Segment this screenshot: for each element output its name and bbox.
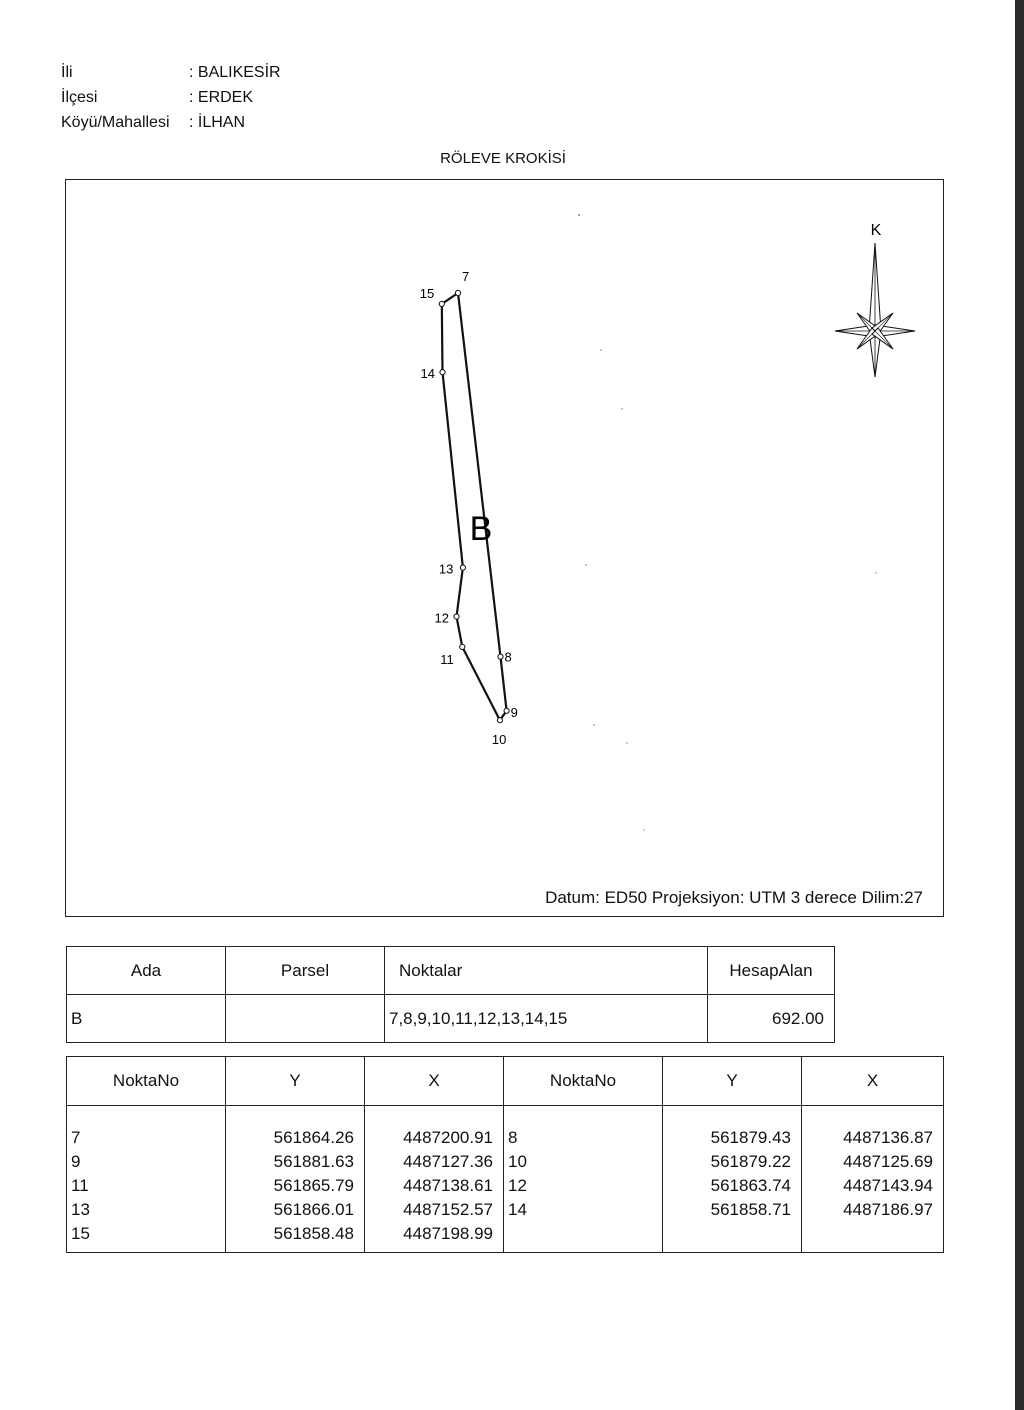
col-parsel: Parsel bbox=[226, 947, 385, 995]
cell-parsel bbox=[226, 995, 385, 1043]
table-cell: 4487186.97 bbox=[843, 1200, 933, 1219]
table-cell: 4487127.36 bbox=[403, 1152, 493, 1171]
col-noktalar: Noktalar bbox=[385, 947, 708, 995]
table-cell: 9 bbox=[71, 1152, 81, 1171]
col-noktano-left: NoktaNo bbox=[67, 1057, 226, 1106]
table-cell: 561858.48 bbox=[273, 1224, 354, 1243]
table-cell: 4487125.69 bbox=[843, 1152, 933, 1171]
right-noktano-cell bbox=[504, 1106, 663, 1253]
table-cell: 4487143.94 bbox=[843, 1176, 933, 1195]
summary-row bbox=[67, 995, 835, 1043]
table-cell: 561879.43 bbox=[710, 1128, 791, 1147]
table-cell: 561879.22 bbox=[710, 1152, 791, 1171]
survey-point-9 bbox=[504, 708, 509, 713]
survey-point-13 bbox=[460, 565, 465, 570]
point-label-11: 11 bbox=[440, 651, 454, 667]
il-label: İli bbox=[61, 64, 73, 81]
table-cell: 10 bbox=[508, 1152, 527, 1171]
survey-point-10 bbox=[497, 718, 502, 723]
table-cell: 4487152.57 bbox=[403, 1200, 493, 1219]
cell-noktalar: 7,8,9,10,11,12,13,14,15 bbox=[385, 995, 708, 1043]
cell-ada: B bbox=[67, 995, 226, 1043]
survey-point-7 bbox=[455, 290, 460, 295]
north-arrow-icon bbox=[835, 222, 915, 377]
col-y-right: Y bbox=[663, 1057, 802, 1106]
document-title: RÖLEVE KROKİSİ bbox=[440, 150, 566, 167]
coord-header-row bbox=[67, 1057, 944, 1106]
col-y-left: Y bbox=[226, 1057, 365, 1106]
point-label-8: 8 bbox=[504, 649, 512, 665]
il-value: : BALIKESİR bbox=[189, 64, 281, 81]
left-x-cell bbox=[365, 1106, 504, 1253]
map-specks bbox=[578, 214, 877, 831]
table-cell: 14 bbox=[508, 1200, 527, 1219]
point-label-13: 13 bbox=[438, 561, 454, 577]
koy-label: Köyü/Mahallesi bbox=[61, 114, 170, 131]
survey-point-14 bbox=[440, 370, 445, 375]
coordinate-table bbox=[66, 1056, 944, 1253]
north-label: K bbox=[870, 222, 882, 239]
survey-point-15 bbox=[439, 301, 444, 306]
survey-point-8 bbox=[498, 654, 503, 659]
point-label-14: 14 bbox=[420, 366, 435, 382]
table-cell: 8 bbox=[508, 1128, 518, 1147]
point-label-7: 7 bbox=[462, 269, 470, 284]
col-ada: Ada bbox=[67, 947, 226, 995]
survey-point-11 bbox=[460, 644, 465, 649]
table-cell: 4487136.87 bbox=[843, 1128, 933, 1147]
col-x-right: X bbox=[802, 1057, 944, 1106]
table-cell: 7 bbox=[71, 1128, 81, 1147]
table-cell: 12 bbox=[508, 1176, 527, 1195]
table-cell: 11 bbox=[71, 1176, 89, 1195]
table-cell: 561864.26 bbox=[273, 1128, 354, 1147]
table-cell: 561866.01 bbox=[273, 1200, 354, 1219]
page-edge-shadow bbox=[1015, 0, 1024, 1410]
table-cell: 561881.63 bbox=[273, 1152, 354, 1171]
right-y-cell bbox=[663, 1106, 802, 1253]
sketch-map bbox=[66, 180, 942, 915]
left-y-cell bbox=[226, 1106, 365, 1253]
point-label-9: 9 bbox=[510, 704, 518, 720]
right-x-cell bbox=[802, 1106, 944, 1253]
table-cell: 15 bbox=[71, 1224, 90, 1243]
col-hesapalan: HesapAlan bbox=[708, 947, 835, 995]
summary-header-row bbox=[67, 947, 835, 995]
point-label-12: 12 bbox=[434, 610, 449, 626]
table-cell: 4487200.91 bbox=[403, 1128, 493, 1147]
table-cell: 13 bbox=[71, 1200, 90, 1219]
table-cell: 4487138.61 bbox=[403, 1176, 493, 1195]
coord-body-row bbox=[67, 1106, 944, 1253]
col-x-left: X bbox=[365, 1057, 504, 1106]
table-cell: 561865.79 bbox=[273, 1176, 354, 1195]
ilce-label: İlçesi bbox=[61, 89, 98, 106]
parcel-summary-table bbox=[66, 946, 835, 1043]
sketch-map-frame bbox=[65, 179, 944, 917]
koy-value: : İLHAN bbox=[189, 114, 246, 131]
ilce-value: : ERDEK bbox=[189, 89, 254, 106]
datum-note: Datum: ED50 Projeksiyon: UTM 3 derece Dilim:27 bbox=[545, 888, 923, 907]
table-cell: 561863.74 bbox=[710, 1176, 791, 1195]
col-noktano-right: NoktaNo bbox=[504, 1057, 663, 1106]
point-label-15: 15 bbox=[419, 285, 435, 301]
left-noktano-cell bbox=[67, 1106, 226, 1253]
parcel-layer bbox=[420, 269, 518, 747]
parcel-label: B bbox=[469, 510, 493, 548]
point-label-10: 10 bbox=[491, 732, 507, 748]
table-cell: 561858.71 bbox=[710, 1200, 791, 1219]
table-cell: 4487198.99 bbox=[403, 1224, 493, 1243]
cell-hesapalan: 692.00 bbox=[708, 995, 835, 1043]
survey-point-12 bbox=[454, 614, 459, 619]
